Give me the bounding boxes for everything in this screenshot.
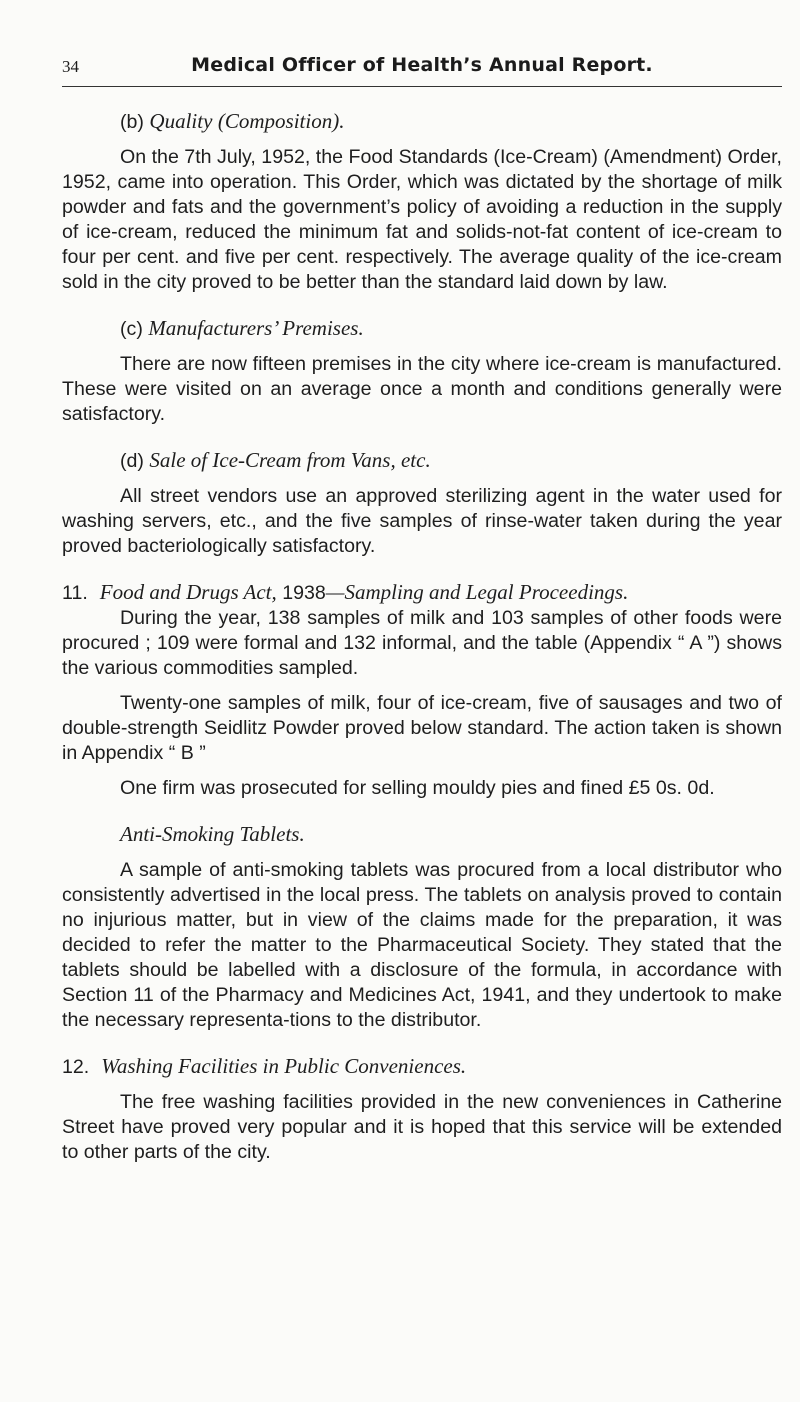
section-12-paragraph: The free washing facilities provided in the new conveniences in Catherine Street have proved very popular and it is hoped that this service will be extended to other parts of the city. (62, 1091, 782, 1163)
section-d-label: (d) (120, 450, 144, 472)
section-11-year: 1938 (282, 582, 326, 604)
section-b-subtitle: (Composition). (217, 109, 345, 133)
section-11-heading (62, 580, 782, 606)
section-12-title: Washing Facilities in Public Conveniences. (101, 1054, 467, 1078)
section-b-heading (120, 109, 782, 135)
section-11-paragraph-2: Twenty-one samples of milk, four of ice-cream, five of sausages and two of double-strength Seidlitz Powder proved below standard. The action taken is shown in Appendix “ B ” (62, 692, 782, 764)
section-11-number: 11. (62, 582, 88, 604)
section-c-title: Manufacturers’ Premises. (148, 316, 364, 340)
running-title: Medical Officer of Health’s Annual Report. (191, 54, 653, 76)
header-rule (62, 86, 782, 87)
section-11-paragraph-1: During the year, 138 samples of milk and 103 samples of other foods were procured ; 109 were formal and 132 informal, and the table (Appendix “ A ”) shows the various commodities sampled. (62, 607, 782, 679)
section-d-paragraph: All street vendors use an approved sterilizing agent in the water used for washing servers, etc., and the five samples of rinse-water taken during the year proved bacteriologically satisfactory. (62, 485, 782, 557)
anti-smoking-paragraph: A sample of anti-smoking tablets was procured from a local distributor who consistently advertised in the local press. The tablets on analysis proved to contain no injurious matter, but in view of the claims made for the preparation, it was decided to refer the matter to the Pharmaceutical Society. They stated that the tablets should be labelled with a disclosure of the formula, in accordance with Section 11 of the Pharmacy and Medicines Act, 1941, and they undertook to make the necessary representa-tions to the distributor. (62, 859, 782, 1031)
section-b-title: Quality (149, 109, 213, 133)
section-12-heading (62, 1054, 782, 1080)
anti-smoking-title: Anti-Smoking Tablets. (120, 822, 305, 846)
section-11-title-a: Food and Drugs Act, (99, 580, 277, 604)
page-number: 34 (62, 57, 79, 76)
section-c-paragraph: There are now fifteen premises in the city where ice-cream is manufactured. These were visited on an average once a month and conditions generally were satisfactory. (62, 353, 782, 425)
section-12-number: 12. (62, 1056, 90, 1078)
section-c-label: (c) (120, 318, 143, 340)
anti-smoking-heading (120, 822, 782, 848)
section-d-title: Sale of Ice-Cream from Vans, etc. (149, 448, 431, 472)
section-11-paragraph-3: One firm was prosecuted for selling mouldy pies and fined £5 0s. 0d. (120, 777, 715, 799)
section-d-heading (120, 448, 782, 474)
section-b-paragraph: On the 7th July, 1952, the Food Standards (Ice-Cream) (Amendment) Order, 1952, came into operation. This Order, which was dictated by the shortage of milk powder and fats and the government’s policy of avoiding a reduction in the supply of ice-cream, reduced the minimum fat and solids-not-fat content of ice-cream to four per cent. and five per cent. respectively. The average quality of the ice-cream sold in the city proved to be better than the standard laid down by law. (62, 146, 782, 293)
report-body (62, 109, 782, 1165)
section-b-label: (b) (120, 111, 144, 133)
section-c-heading (120, 316, 782, 342)
page-header (62, 54, 782, 89)
section-11-title-b: —Sampling and Legal Proceedings. (325, 580, 629, 604)
